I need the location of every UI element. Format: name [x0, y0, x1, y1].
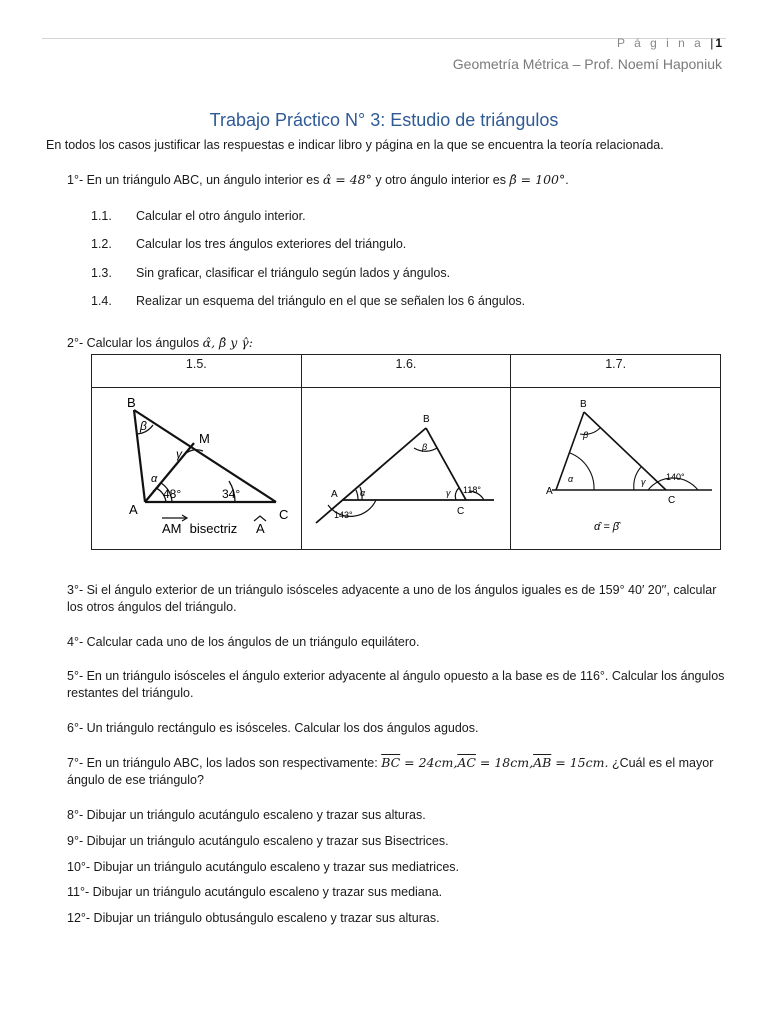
angle-48: 48° [163, 486, 182, 501]
q7-text-b: ¿Cuál es el mayor [608, 756, 714, 770]
q7-text-a: 7°- En un triángulo ABC, los lados son respectivamente: [67, 756, 382, 770]
header-subtitle: Geometría Métrica – Prof. Noemí Haponiuk [452, 56, 722, 72]
figure-2-cell [301, 388, 511, 550]
label-alpha: α [359, 487, 366, 498]
q1-item-num: 1.1. [91, 209, 112, 223]
caption-bisectriz: bisectriz [186, 520, 242, 536]
question-12: 12°- Dibujar un triángulo obtusángulo escaleno y trazar sus alturas. [67, 911, 440, 925]
label-M: M [199, 430, 211, 446]
question-1 [67, 171, 569, 189]
question-3: 3°- Si el ángulo exterior de un triángulo isósceles adyacente a uno de los ángulos iguales es de 159° 40′ 20′′, calcular los otros ángulos del triángulo. [67, 583, 717, 614]
q1-beta: β̂ = 100° [509, 172, 566, 187]
angle-143: 143° [333, 509, 353, 520]
page-word: P á g i n a [617, 36, 704, 50]
question-11: 11°- Dibujar un triángulo acutángulo escaleno y trazar sus mediana. [67, 885, 443, 899]
question-7 [67, 754, 713, 772]
question-5: 5°- En un triángulo isósceles el ángulo exterior adyacente al ángulo opuesto a la base es de 116°. Calcular los ángulos restantes del triángulo. [67, 669, 725, 700]
q7-ac-val: = 18cm, [475, 755, 534, 770]
caption-a: A [256, 520, 265, 536]
label-B: B [579, 398, 587, 410]
label-beta: β [421, 441, 428, 452]
caption-am: AM [162, 520, 182, 536]
question-2 [67, 334, 253, 352]
label-C: C [456, 505, 465, 517]
caption-equal: α̂ = β̂ [593, 520, 619, 533]
angle-34: 34° [222, 486, 241, 501]
figures-table [91, 354, 721, 550]
table-header: 1.7. [511, 355, 721, 388]
q1-item-num: 1.4. [91, 294, 112, 308]
q7-bc: $\overline{BC}$ [381, 755, 401, 770]
q1-alpha: α̂ = 48° [322, 172, 372, 187]
q1-text-c: . [565, 173, 569, 187]
question-6: 6°- Un triángulo rectángulo es isósceles. Calcular los dos ángulos agudos. [67, 721, 479, 735]
label-C: C [279, 506, 289, 522]
label-gamma: γ [445, 487, 451, 498]
question-9: 9°- Dibujar un triángulo acutángulo escaleno y trazar sus Bisectrices. [67, 834, 449, 848]
page-num: 1 [715, 36, 722, 50]
question-10: 10°- Dibujar un triángulo acutángulo escaleno y trazar sus mediatrices. [67, 860, 460, 874]
q1-item-text: Calcular los tres ángulos exteriores del triángulo. [136, 237, 407, 251]
question-7-cont: ángulo de ese triángulo? [67, 773, 204, 787]
label-beta: β [140, 418, 148, 433]
figure-3-cell [511, 388, 721, 550]
table-header: 1.5. [92, 355, 302, 388]
intro-text: En todos los casos justificar las respuestas e indicar libro y página en la que se encuentra la teoría relacionada. [46, 138, 664, 152]
label-gamma: γ [640, 476, 646, 487]
label-A: A [129, 501, 138, 517]
q1-item-text: Realizar un esquema del triángulo en el que se señalen los 6 ángulos. [136, 294, 526, 308]
page-title: Trabajo Práctico N° 3: Estudio de triángulos [209, 110, 559, 130]
q7-ac: $\overline{AC}$ [457, 755, 476, 770]
label-beta: β [582, 429, 588, 440]
q1-item-num: 1.3. [91, 266, 112, 280]
q1-text-a: 1°- En un triángulo ABC, un ángulo interior es [67, 173, 323, 187]
label-A: A [545, 485, 553, 497]
q7-bc-val: = 24cm, [400, 755, 458, 770]
figure-3-triangle [516, 390, 716, 545]
label-C: C [667, 494, 675, 506]
label-B: B [422, 413, 430, 425]
q2-text: 2°- Calcular los ángulos [67, 336, 203, 350]
q7-ab-val: = 15cm. [551, 755, 609, 770]
angle-118: 118° [462, 484, 481, 495]
table-header: 1.6. [301, 355, 511, 388]
label-A: A [330, 488, 338, 500]
figure-2-triangle [306, 390, 506, 545]
q1-text-b: y otro ángulo interior es [371, 173, 510, 187]
q1-item-text: Calcular el otro ángulo interior. [136, 209, 306, 223]
label-alpha: α [151, 472, 158, 485]
angle-140: 140° [665, 471, 685, 482]
question-8: 8°- Dibujar un triángulo acutángulo escaleno y trazar sus alturas. [67, 808, 426, 822]
label-gamma: γ [176, 446, 183, 461]
question-4: 4°- Calcular cada uno de los ángulos de un triángulo equilátero. [67, 635, 420, 649]
page-number: P á g i n a | 1 [617, 36, 722, 50]
figure-1-triangle [96, 390, 296, 545]
q1-item-text: Sin graficar, clasificar el triángulo según lados y ángulos. [136, 266, 451, 280]
q2-angles: α̂, β̂ y γ̂: [202, 335, 253, 350]
figure-1-cell [92, 388, 302, 550]
label-B: B [127, 394, 136, 410]
q1-item-num: 1.2. [91, 237, 112, 251]
q7-ab: $\overline{AB}$ [533, 755, 552, 770]
label-alpha: α [567, 473, 573, 484]
